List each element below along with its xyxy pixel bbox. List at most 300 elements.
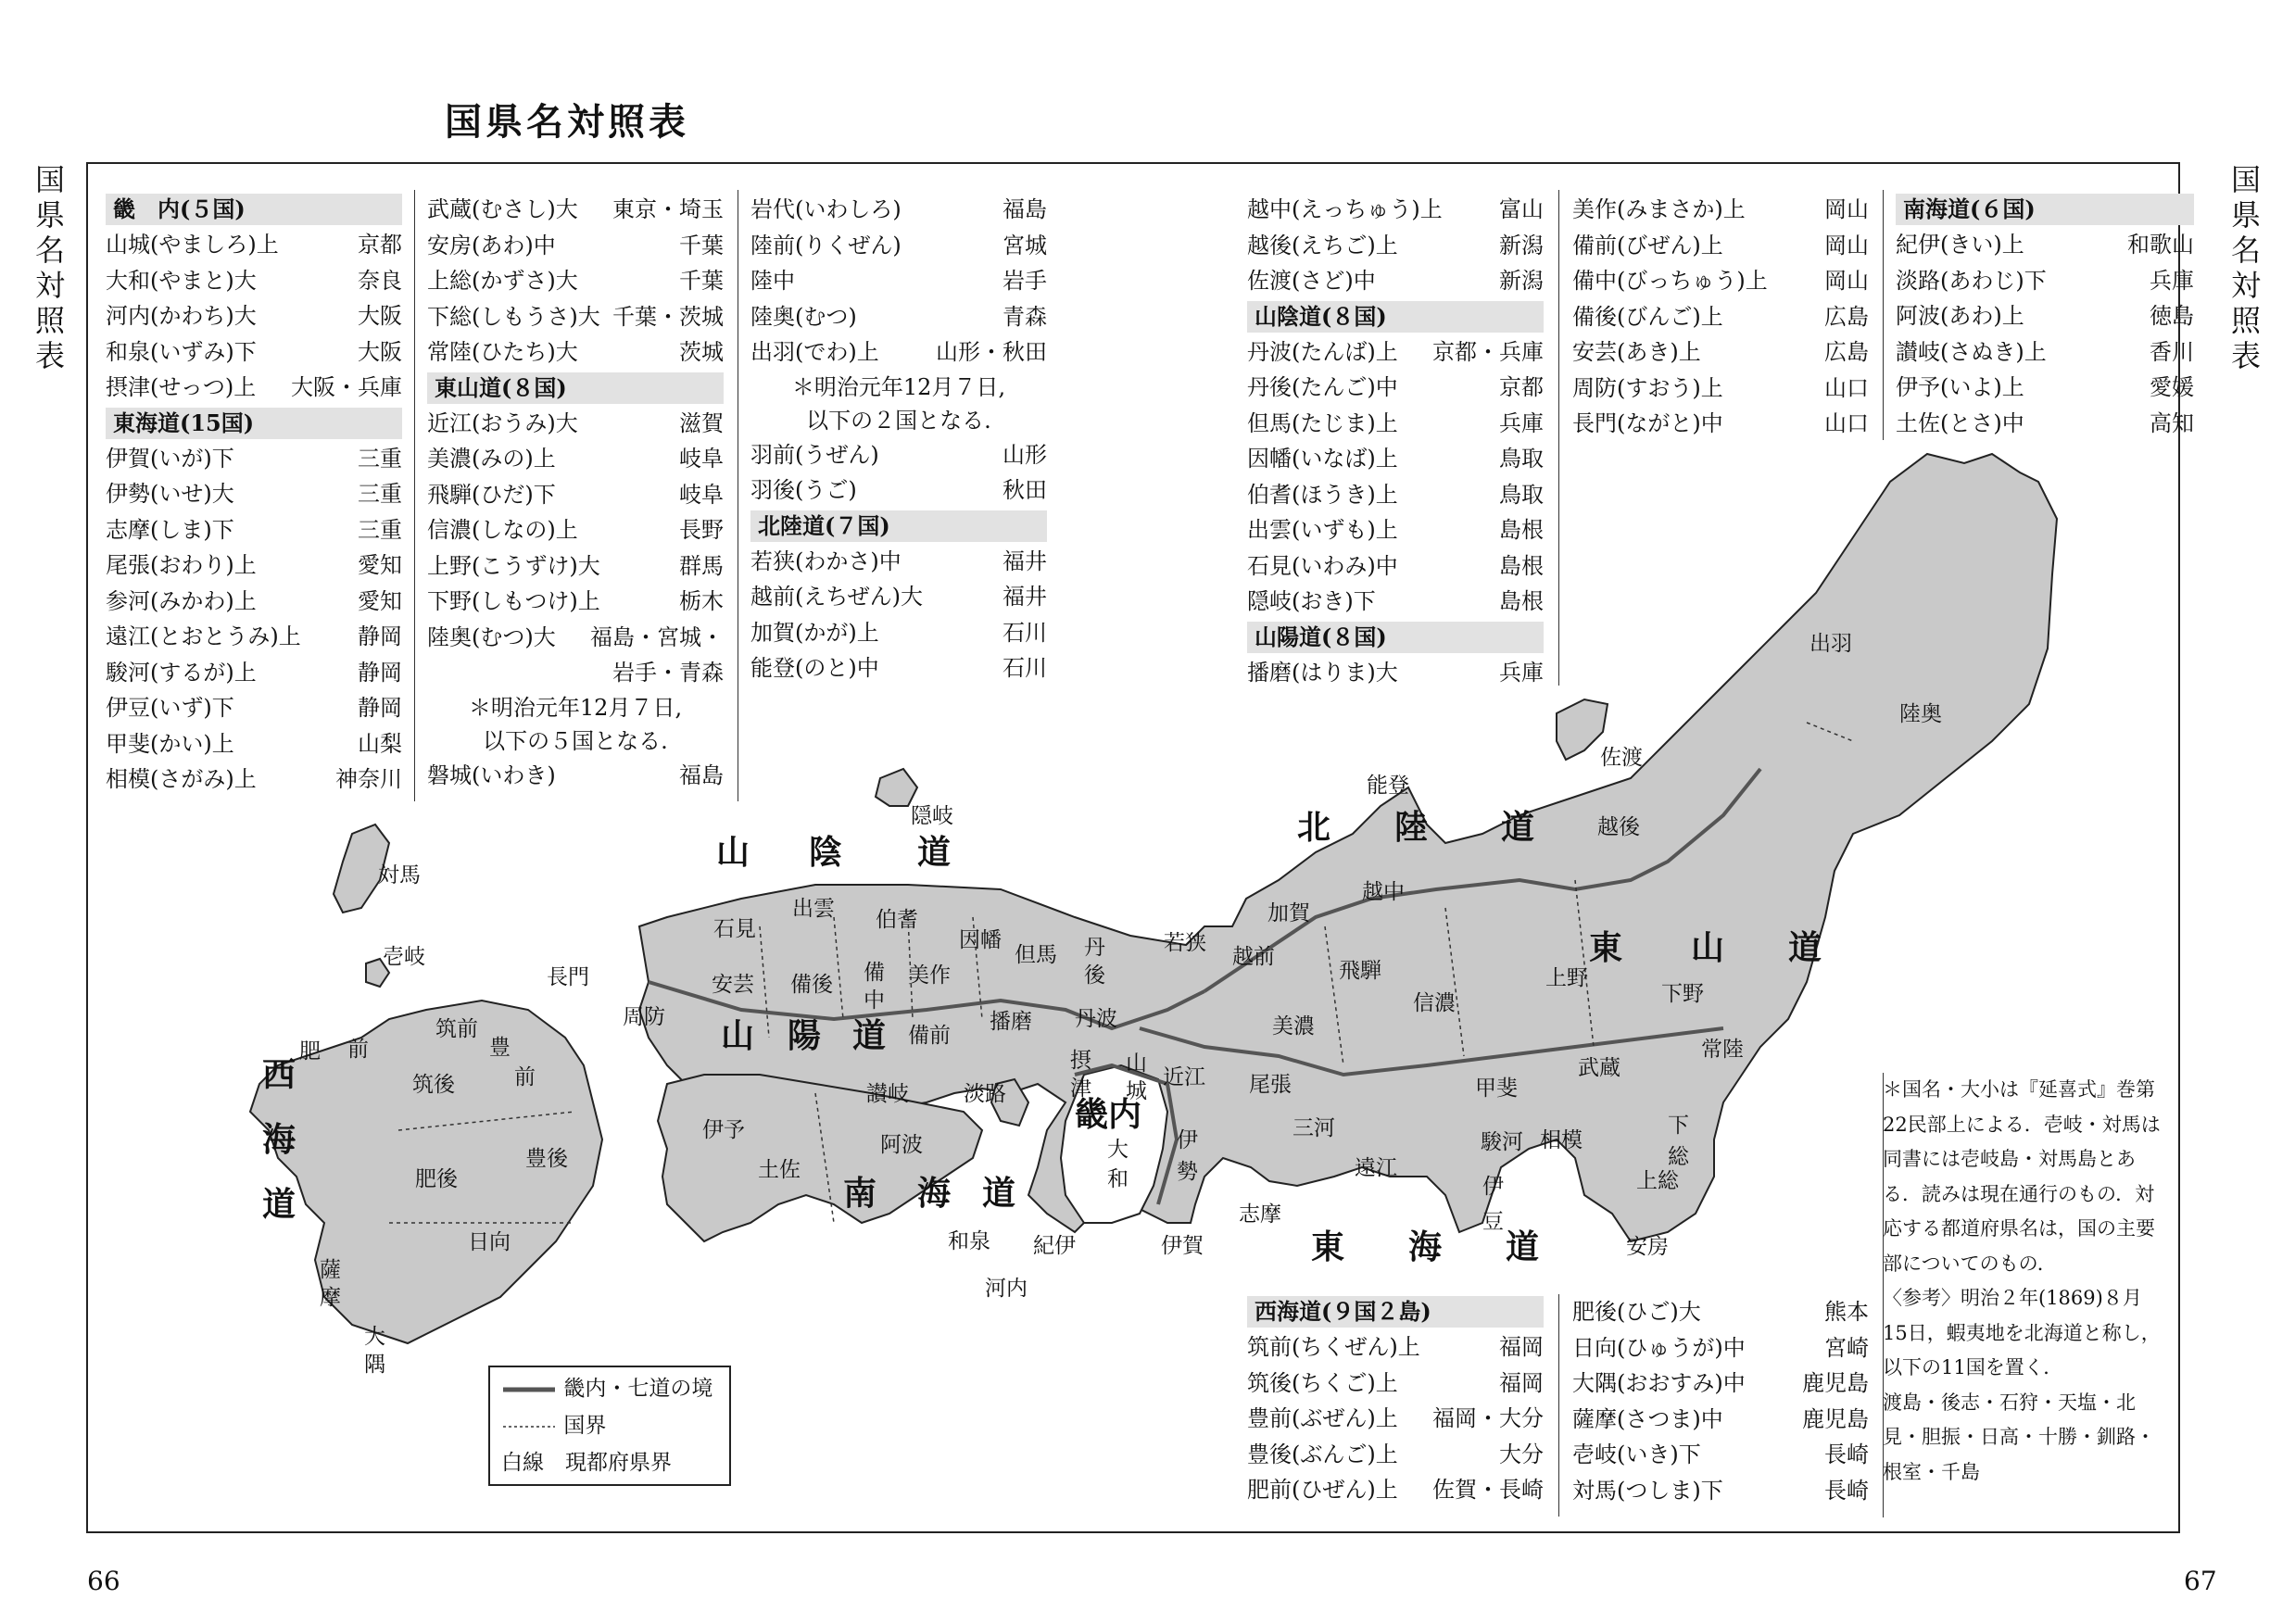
road-label-hokurikudo-1: 北 bbox=[1297, 808, 1331, 847]
province-name: 下総(しもうさ)大 bbox=[427, 303, 600, 330]
table-row bbox=[106, 476, 402, 512]
prefecture-name: 石川 bbox=[1002, 619, 1047, 646]
table-row bbox=[106, 298, 402, 334]
province-name: 武蔵(むさし)大 bbox=[427, 196, 578, 222]
prefecture-name: 長野 bbox=[679, 517, 724, 543]
prefecture-name: 富山 bbox=[1499, 196, 1544, 222]
province-name: 和泉(いずみ)下 bbox=[106, 338, 257, 365]
prefecture-name: 広島 bbox=[1824, 339, 1869, 365]
province-name: 常陸(ひたち)大 bbox=[427, 339, 578, 365]
table-row bbox=[106, 548, 402, 584]
table-row bbox=[427, 299, 724, 335]
legend-row-prefecture-border bbox=[501, 1447, 672, 1479]
note-line: 以下の２国となる. bbox=[806, 407, 991, 434]
table-row bbox=[1247, 370, 1544, 406]
province-name: 美作(みまさか)上 bbox=[1572, 196, 1746, 222]
table-row bbox=[1572, 1437, 1869, 1473]
table-row bbox=[1247, 1437, 1544, 1473]
prefecture-name: 高知 bbox=[2150, 409, 2194, 436]
province-name: 摂津(せっつ)上 bbox=[106, 374, 257, 400]
table-row bbox=[106, 726, 402, 762]
column-divider bbox=[1558, 190, 1559, 686]
road-label-sanyodo-3: 道 bbox=[852, 1016, 887, 1055]
label-musashi: 武蔵 bbox=[1578, 1056, 1620, 1080]
column-divider bbox=[1558, 1294, 1559, 1517]
label-shimosa-1: 下 bbox=[1668, 1114, 1689, 1138]
label-osumi-1: 大 bbox=[364, 1325, 385, 1349]
province-name: 筑前(ちくぜん)上 bbox=[1247, 1334, 1420, 1360]
table-row bbox=[106, 441, 402, 477]
prefecture-name: 三重 bbox=[358, 445, 402, 472]
label-bungo: 豊後 bbox=[525, 1147, 568, 1171]
prefecture-name: 和歌山 bbox=[2127, 232, 2194, 258]
label-mikawa: 三河 bbox=[1293, 1116, 1335, 1140]
table-row bbox=[1247, 477, 1544, 513]
table-row bbox=[1572, 1473, 1869, 1509]
table-column-1 bbox=[106, 192, 402, 798]
table-row bbox=[106, 334, 402, 371]
province-name: 伊賀(いが)下 bbox=[106, 445, 234, 472]
prefecture-name: 山口 bbox=[1824, 410, 1869, 436]
table-row bbox=[427, 441, 724, 477]
label-ise-1: 伊 bbox=[1177, 1128, 1198, 1152]
province-name: 長門(ながと)中 bbox=[1572, 410, 1723, 436]
road-label-saikaido-1: 西 bbox=[262, 1055, 296, 1094]
table-row bbox=[1896, 370, 2194, 406]
table-column-7 bbox=[1247, 1294, 1544, 1508]
province-name: 美濃(みの)上 bbox=[427, 446, 556, 472]
prefecture-name: 石川 bbox=[1002, 655, 1047, 681]
table-row bbox=[106, 655, 402, 691]
label-hyuga: 日向 bbox=[468, 1230, 511, 1254]
prefecture-name: 茨城 bbox=[679, 339, 724, 365]
table-row bbox=[1896, 298, 2194, 334]
prefecture-name: 千葉 bbox=[679, 232, 724, 258]
province-name: 下野(しもつけ)上 bbox=[427, 588, 600, 614]
province-name: 壱岐(いき)下 bbox=[1572, 1441, 1701, 1467]
label-awaji: 淡路 bbox=[964, 1082, 1006, 1106]
province-name: 肥前(ひぜん)上 bbox=[1247, 1477, 1398, 1503]
label-satsuma-1: 薩 bbox=[320, 1258, 341, 1282]
prefecture-name: 宮城 bbox=[1002, 232, 1047, 258]
prefecture-name: 岩手 bbox=[1002, 268, 1047, 294]
prefecture-name: 徳島 bbox=[2150, 303, 2194, 329]
prefecture-name: 山梨 bbox=[358, 730, 402, 757]
label-tosa: 土佐 bbox=[758, 1158, 801, 1182]
prefecture-name: 滋賀 bbox=[679, 409, 724, 436]
province-name: 出羽(でわ)上 bbox=[750, 339, 879, 365]
label-omi: 近江 bbox=[1163, 1065, 1205, 1089]
footnote-paragraph-3: 渡島・後志・石狩・天塩・北見・胆振・日高・十勝・釧路・根室・千島 bbox=[1883, 1391, 2155, 1483]
section-header-tosando: 東山道(８国) bbox=[427, 372, 724, 404]
legend-label: 国界 bbox=[563, 1414, 607, 1438]
label-etchu: 越中 bbox=[1362, 880, 1405, 904]
table-row bbox=[750, 437, 1047, 473]
province-name: 越中(えっちゅう)上 bbox=[1247, 196, 1443, 222]
province-name: 淡路(あわじ)下 bbox=[1896, 267, 2047, 294]
section-header-hokurikudo: 北陸道(７国) bbox=[750, 510, 1047, 542]
prefecture-name: 京都 bbox=[358, 232, 402, 258]
label-kozuke: 上野 bbox=[1545, 966, 1588, 990]
table-row bbox=[1247, 192, 1544, 228]
table-row bbox=[1572, 1366, 1869, 1402]
label-bitchu-1: 備 bbox=[864, 961, 885, 985]
label-higo: 肥後 bbox=[415, 1167, 458, 1191]
table-row bbox=[1572, 1294, 1869, 1330]
province-name: 備前(びぜん)上 bbox=[1572, 232, 1723, 258]
prefecture-name: 岡山 bbox=[1824, 196, 1869, 222]
table-row bbox=[1572, 263, 1869, 299]
prefecture-name: 島根 bbox=[1499, 552, 1544, 579]
prefecture-name: 福井 bbox=[1002, 548, 1047, 574]
prefecture-name: 兵庫 bbox=[1499, 409, 1544, 436]
legend-row-circuit-border bbox=[501, 1373, 712, 1404]
label-chikugo: 筑後 bbox=[412, 1073, 455, 1097]
province-name: 越前(えちぜん)大 bbox=[750, 584, 924, 610]
prefecture-name: 秋田 bbox=[1002, 477, 1047, 503]
province-name: 伊勢(いせ)大 bbox=[106, 481, 234, 507]
road-label-sanindo-2: 陰 bbox=[809, 833, 843, 872]
table-row bbox=[750, 615, 1047, 651]
label-mimasaka: 美作 bbox=[908, 963, 951, 988]
road-label-hokurikudo-2: 陸 bbox=[1394, 808, 1429, 847]
table-row bbox=[1572, 228, 1869, 264]
prefecture-name: 福島 bbox=[679, 762, 724, 788]
label-oki: 隠岐 bbox=[911, 804, 953, 828]
prefecture-name: 群馬 bbox=[679, 552, 724, 579]
province-name: 丹後(たんご)中 bbox=[1247, 374, 1398, 400]
section-header-sanyodo: 山陽道(８国) bbox=[1247, 622, 1544, 653]
province-name: 大隅(おおすみ)中 bbox=[1572, 1370, 1746, 1396]
label-bizen: 備前 bbox=[908, 1024, 951, 1048]
prefecture-name: 静岡 bbox=[358, 623, 402, 649]
table-row bbox=[427, 406, 724, 442]
prefecture-name: 千葉 bbox=[679, 268, 724, 294]
label-hizen-1: 肥 bbox=[299, 1039, 321, 1064]
province-name: 但馬(たじま)上 bbox=[1247, 409, 1398, 436]
page-number-left: 66 bbox=[87, 1566, 120, 1596]
prefecture-name: 大阪・兵庫 bbox=[291, 374, 402, 400]
section-header-tokaido: 東海道(15国) bbox=[106, 408, 402, 439]
province-name: 山城(やましろ)上 bbox=[106, 232, 279, 258]
prefecture-name: 大阪 bbox=[358, 303, 402, 329]
road-label-hokurikudo-3: 道 bbox=[1501, 808, 1535, 847]
label-kawachi: 河内 bbox=[985, 1277, 1028, 1301]
label-izumo: 出雲 bbox=[792, 897, 835, 921]
prefecture-name: 神奈川 bbox=[335, 766, 402, 792]
prefecture-name: 新潟 bbox=[1499, 232, 1544, 258]
table-row bbox=[1572, 406, 1869, 442]
table-row bbox=[750, 263, 1047, 299]
label-satsuma-2: 摩 bbox=[320, 1286, 341, 1310]
table-row bbox=[106, 512, 402, 548]
province-name: 備後(びんご)上 bbox=[1572, 303, 1723, 330]
label-yamato-2: 和 bbox=[1107, 1167, 1129, 1191]
table-row bbox=[427, 548, 724, 585]
table-row bbox=[1247, 1401, 1544, 1437]
province-name: 河内(かわち)大 bbox=[106, 303, 257, 329]
road-label-saikaido-3: 道 bbox=[262, 1185, 296, 1224]
road-label-tokaido-2: 海 bbox=[1408, 1227, 1443, 1266]
label-wakasa: 若狭 bbox=[1164, 931, 1206, 955]
label-mutsu: 陸奥 bbox=[1899, 702, 1942, 726]
province-name: 筑後(ちくご)上 bbox=[1247, 1369, 1398, 1396]
prefecture-name: 熊本 bbox=[1824, 1299, 1869, 1325]
label-totomi: 遠江 bbox=[1355, 1156, 1397, 1180]
prefecture-name: 山口 bbox=[1824, 374, 1869, 401]
label-awa-east: 安房 bbox=[1626, 1235, 1669, 1259]
legend-row-province-border bbox=[501, 1410, 606, 1441]
prefecture-name: 静岡 bbox=[358, 659, 402, 686]
prefecture-name: 静岡 bbox=[358, 695, 402, 721]
prefecture-name: 鳥取 bbox=[1499, 446, 1544, 472]
prefecture-name: 鹿児島 bbox=[1802, 1405, 1869, 1432]
table-row bbox=[1572, 334, 1869, 371]
province-name: 土佐(とさ)中 bbox=[1896, 409, 2024, 436]
prefecture-name: 宮崎 bbox=[1824, 1334, 1869, 1361]
label-shinano: 信濃 bbox=[1413, 991, 1456, 1015]
road-label-nankaido-3: 道 bbox=[982, 1174, 1016, 1213]
prefecture-name: 愛知 bbox=[358, 552, 402, 578]
province-name: 丹波(たんば)上 bbox=[1247, 338, 1398, 365]
label-yamashiro-2: 城 bbox=[1126, 1079, 1147, 1103]
province-name: 播磨(はりま)大 bbox=[1247, 659, 1398, 686]
section-header-nankaido: 南海道(６国) bbox=[1896, 194, 2194, 225]
label-hida: 飛騨 bbox=[1339, 959, 1381, 983]
road-label-tosando-3: 道 bbox=[1788, 928, 1822, 967]
label-tango-1: 丹 bbox=[1084, 936, 1105, 960]
table-row bbox=[1247, 512, 1544, 548]
legend-label: 白線 現都府県界 bbox=[501, 1451, 672, 1475]
prefecture-name: 香川 bbox=[2150, 338, 2194, 365]
province-name: 佐渡(さど)中 bbox=[1247, 268, 1376, 294]
table-row bbox=[1572, 299, 1869, 335]
prefecture-name: 山形・秋田 bbox=[936, 339, 1047, 365]
prefecture-name: 岐阜 bbox=[679, 481, 724, 508]
prefecture-name: 岐阜 bbox=[679, 446, 724, 472]
table-row bbox=[1247, 1472, 1544, 1508]
prefecture-name: 大分 bbox=[1499, 1441, 1544, 1467]
prefecture-name: 青森 bbox=[1002, 303, 1047, 330]
prefecture-name: 福岡・大分 bbox=[1432, 1405, 1544, 1431]
province-name: 上総(かずさ)大 bbox=[427, 268, 578, 294]
prefecture-name: 兵庫 bbox=[1499, 659, 1544, 686]
table-row bbox=[1572, 1402, 1869, 1438]
table-row bbox=[750, 334, 1047, 371]
prefecture-name: 福岡 bbox=[1499, 1334, 1544, 1360]
label-kaga: 加賀 bbox=[1267, 901, 1310, 925]
province-name: 周防(すおう)上 bbox=[1572, 374, 1723, 401]
province-name: 伊豆(いず)下 bbox=[106, 695, 234, 721]
prefecture-name: 山形 bbox=[1002, 441, 1047, 468]
province-name: 能登(のと)中 bbox=[750, 655, 879, 681]
label-tajima: 但馬 bbox=[1015, 943, 1057, 967]
table-column-8 bbox=[1572, 1294, 1869, 1508]
label-settsu-1: 摂 bbox=[1070, 1049, 1091, 1073]
prefecture-name: 長崎 bbox=[1824, 1441, 1869, 1467]
road-label-tosando-1: 東 bbox=[1589, 928, 1623, 967]
page-title: 国県名対照表 bbox=[445, 100, 689, 144]
column-divider bbox=[1883, 190, 1884, 440]
label-echigo: 越後 bbox=[1597, 815, 1640, 839]
label-echizen: 越前 bbox=[1232, 945, 1275, 969]
province-name: 若狭(わかさ)中 bbox=[750, 548, 902, 574]
label-sanuki: 讃岐 bbox=[866, 1082, 909, 1106]
road-label-nankaido-1: 南 bbox=[843, 1174, 877, 1213]
table-row bbox=[427, 477, 724, 513]
prefecture-name: 福岡 bbox=[1499, 1369, 1544, 1396]
prefecture-name: 京都・兵庫 bbox=[1432, 338, 1544, 365]
province-name: 上野(こうずけ)大 bbox=[427, 552, 600, 579]
table-row bbox=[427, 584, 724, 620]
label-noto: 能登 bbox=[1367, 774, 1409, 798]
prefecture-name: 栃木 bbox=[679, 588, 724, 614]
province-name: 加賀(かが)上 bbox=[750, 619, 879, 646]
prefecture-name: 愛知 bbox=[358, 587, 402, 614]
province-name: 参河(みかわ)上 bbox=[106, 587, 257, 614]
label-shima: 志摩 bbox=[1239, 1202, 1281, 1227]
table-row bbox=[1247, 334, 1544, 371]
province-name: 磐城(いわき) bbox=[427, 762, 556, 788]
prefecture-name: 岩手・青森 bbox=[612, 660, 724, 686]
dotted-line-swatch bbox=[501, 1417, 557, 1436]
province-name: 隠岐(おき)下 bbox=[1247, 588, 1376, 614]
table-row bbox=[427, 228, 724, 264]
page-number-right: 67 bbox=[2184, 1566, 2217, 1596]
thick-line-swatch bbox=[501, 1380, 557, 1399]
table-row bbox=[750, 228, 1047, 264]
label-owari: 尾張 bbox=[1249, 1073, 1292, 1097]
table-column-2 bbox=[427, 192, 724, 793]
label-shimotsuke: 下野 bbox=[1661, 982, 1704, 1006]
column-divider bbox=[414, 190, 415, 801]
province-name: 羽後(うご) bbox=[750, 477, 857, 503]
province-name: 相模(さがみ)上 bbox=[106, 766, 257, 792]
table-row bbox=[106, 584, 402, 620]
label-izumi: 和泉 bbox=[948, 1229, 990, 1253]
note-line: ＊明治元年12月７日, bbox=[791, 373, 1006, 400]
prefecture-name: 福島・宮城・ bbox=[590, 623, 724, 650]
province-name: 讃岐(さぬき)上 bbox=[1896, 338, 2047, 365]
prefecture-name: 佐賀・長崎 bbox=[1432, 1477, 1544, 1503]
table-row bbox=[750, 299, 1047, 335]
table-row bbox=[427, 512, 724, 548]
label-aki: 安芸 bbox=[712, 973, 754, 997]
table-row bbox=[1896, 227, 2194, 263]
label-suo: 周防 bbox=[623, 1005, 665, 1029]
table-row bbox=[106, 370, 402, 406]
province-name: 陸奥(むつ)大 bbox=[427, 623, 556, 650]
province-name: 甲斐(かい)上 bbox=[106, 730, 234, 757]
prefecture-name: 三重 bbox=[358, 481, 402, 507]
prefecture-name: 東京・埼玉 bbox=[612, 196, 724, 222]
road-label-tosando-2: 山 bbox=[1691, 928, 1725, 967]
prefecture-name: 千葉・茨城 bbox=[612, 303, 724, 330]
table-row bbox=[427, 263, 724, 299]
road-label-tokaido-1: 東 bbox=[1311, 1227, 1345, 1266]
province-name: 信濃(しなの)上 bbox=[427, 517, 578, 543]
table-row bbox=[1247, 263, 1544, 299]
province-name: 薩摩(さつま)中 bbox=[1572, 1405, 1723, 1432]
road-label-sanyodo-1: 山 bbox=[721, 1016, 755, 1055]
section-header-sanindo: 山陰道(８国) bbox=[1247, 301, 1544, 333]
province-name: 紀伊(きい)上 bbox=[1896, 232, 2024, 258]
prefecture-name: 鳥取 bbox=[1499, 481, 1544, 508]
province-name: 伯耆(ほうき)上 bbox=[1247, 481, 1398, 508]
province-name: 陸中 bbox=[750, 268, 795, 294]
province-name: 陸奥(むつ) bbox=[750, 303, 857, 330]
province-name: 志摩(しま)下 bbox=[106, 516, 234, 543]
table-row bbox=[1247, 441, 1544, 477]
province-name: 備中(びっちゅう)上 bbox=[1572, 268, 1768, 294]
label-shimosa-2: 総 bbox=[1668, 1145, 1689, 1169]
prefecture-name: 三重 bbox=[358, 516, 402, 543]
label-chikuzen: 筑前 bbox=[435, 1017, 478, 1041]
label-tango-2: 後 bbox=[1084, 963, 1105, 988]
label-osumi-2: 隅 bbox=[364, 1353, 385, 1377]
table-row bbox=[1247, 406, 1544, 442]
table-row bbox=[750, 472, 1047, 509]
province-name: 出雲(いずも)上 bbox=[1247, 517, 1398, 543]
province-name: 豊前(ぶぜん)上 bbox=[1247, 1405, 1398, 1431]
table-column-4 bbox=[1247, 192, 1544, 690]
province-name: 陸前(りくぜん) bbox=[750, 232, 902, 258]
prefecture-name: 福井 bbox=[1002, 584, 1047, 610]
province-name: 阿波(あわ)上 bbox=[1896, 303, 2024, 329]
footnote-paragraph-1: ＊国名・大小は『延喜式』巻第22民部上による．壱岐・対馬は同書には壱岐島・対馬島とある．読みは現在通行のもの．対応する都道府県名は，国の主要部についてのもの． bbox=[1883, 1078, 2161, 1275]
province-name: 対馬(つしま)下 bbox=[1572, 1477, 1723, 1504]
table-row bbox=[1896, 334, 2194, 371]
table-row bbox=[1247, 655, 1544, 691]
table-row bbox=[106, 690, 402, 726]
prefecture-name: 島根 bbox=[1499, 588, 1544, 614]
label-dewa: 出羽 bbox=[1810, 632, 1852, 656]
province-name: 岩代(いわしろ) bbox=[750, 196, 902, 222]
road-label-saikaido-2: 海 bbox=[262, 1120, 296, 1159]
label-izu-2: 豆 bbox=[1482, 1210, 1504, 1234]
table-row bbox=[427, 655, 724, 691]
province-name: 因幡(いなば)上 bbox=[1247, 446, 1398, 472]
table-row bbox=[1572, 192, 1869, 228]
label-buzen-1: 豊 bbox=[489, 1036, 511, 1060]
table-row bbox=[106, 227, 402, 263]
table-row bbox=[750, 544, 1047, 580]
prefecture-name: 大阪 bbox=[358, 338, 402, 365]
province-name: 伊予(いよ)上 bbox=[1896, 374, 2024, 400]
table-column-6 bbox=[1896, 192, 2194, 441]
label-sagami: 相模 bbox=[1540, 1128, 1583, 1152]
province-name: 遠江(とおとうみ)上 bbox=[106, 623, 301, 649]
road-label-tokaido-3: 道 bbox=[1506, 1227, 1540, 1266]
prefecture-name: 新潟 bbox=[1499, 268, 1544, 294]
label-ise-2: 勢 bbox=[1177, 1160, 1198, 1184]
label-iga: 伊賀 bbox=[1161, 1234, 1204, 1258]
note-line: 以下の５国となる. bbox=[483, 727, 668, 754]
table-row bbox=[1572, 371, 1869, 407]
table-row bbox=[106, 263, 402, 299]
label-mino: 美濃 bbox=[1272, 1014, 1315, 1039]
label-sado: 佐渡 bbox=[1600, 746, 1643, 770]
label-iyo: 伊予 bbox=[702, 1118, 745, 1142]
prefecture-name: 京都 bbox=[1499, 374, 1544, 400]
table-row bbox=[1572, 1330, 1869, 1366]
label-harima: 播磨 bbox=[990, 1010, 1032, 1034]
label-tsushima: 対馬 bbox=[378, 863, 421, 888]
legend-label: 畿内・七道の境 bbox=[563, 1377, 713, 1401]
prefecture-name: 兵庫 bbox=[2150, 267, 2194, 294]
label-iki: 壱岐 bbox=[383, 945, 425, 969]
prefecture-name: 岡山 bbox=[1824, 268, 1869, 294]
